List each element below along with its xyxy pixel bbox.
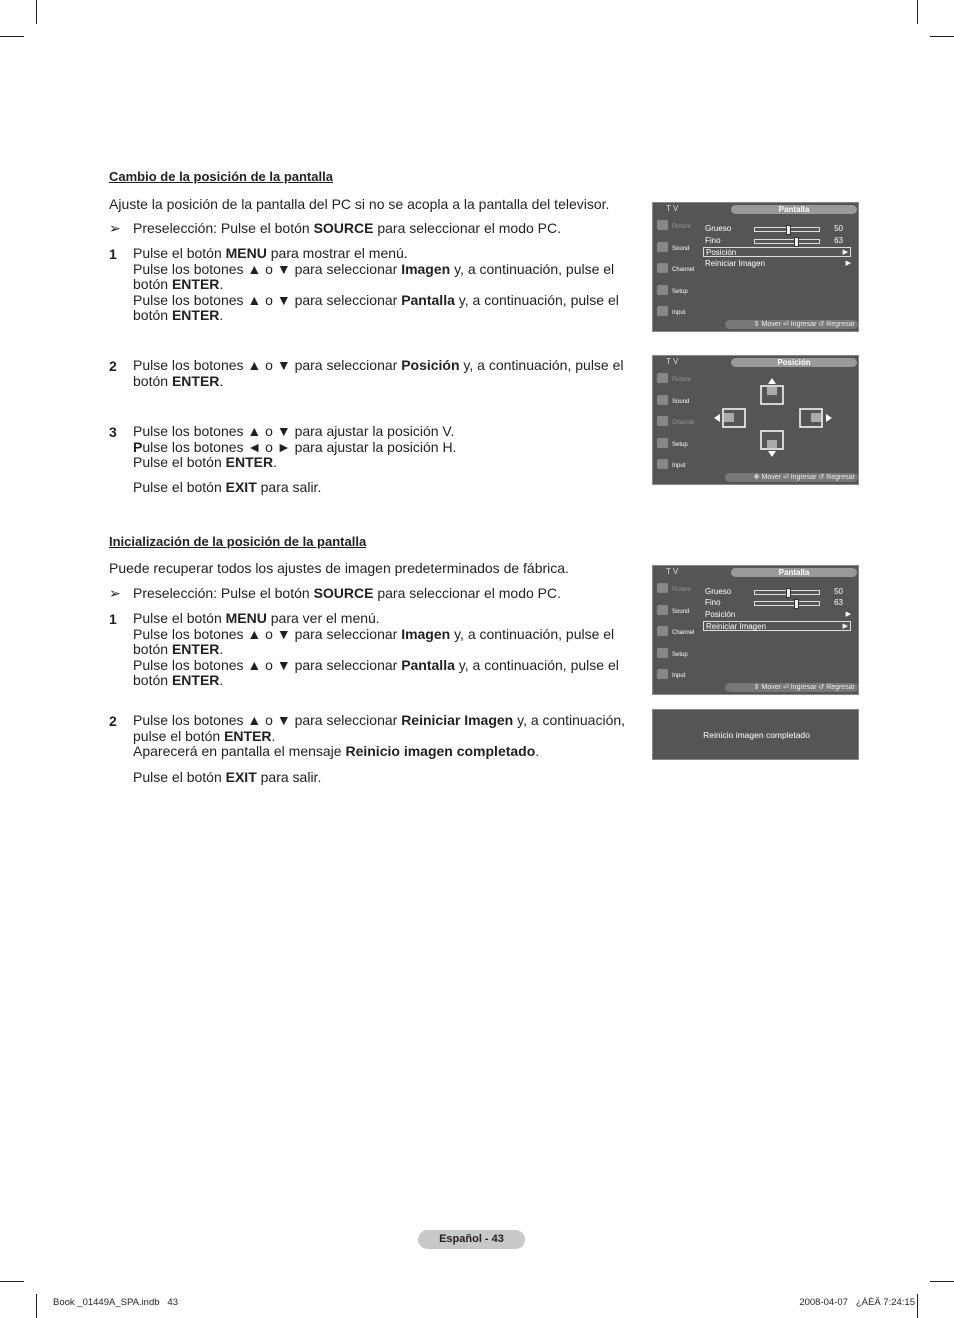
text: para seleccionar el modo PC. bbox=[373, 220, 562, 236]
line: Pulse el botón EXIT para salir. bbox=[133, 768, 322, 785]
line: Pulse los botones ▲ o ▼ para seleccionar Pantalla y, a continuación, pulse el bbox=[133, 656, 619, 673]
arrow-right-icon: ▶ bbox=[842, 623, 848, 630]
line: Pulse los botones ▲ o ▼ para seleccionar Imagen y, a continuación, pulse el bbox=[133, 625, 615, 642]
slider-knob[interactable] bbox=[786, 225, 791, 235]
crop-mark bbox=[0, 36, 24, 37]
crop-mark bbox=[917, 1294, 918, 1318]
sidebar-item-sound[interactable]: Sound bbox=[653, 602, 695, 624]
arrow-left-icon bbox=[714, 414, 720, 422]
sidebar-item-setup[interactable]: Setup bbox=[653, 282, 695, 304]
fino-slider[interactable] bbox=[754, 601, 820, 606]
line: Pulse los botones ▲ o ▼ para seleccionar Imagen y, a continuación, pulse el bbox=[133, 260, 615, 277]
return-icon: ↺ bbox=[818, 474, 825, 481]
line: Pulse el botón EXIT para salir. bbox=[133, 478, 322, 495]
line: Pulse los botones ▲ o ▼ para seleccionar Pantalla y, a continuación, pulse el bbox=[133, 291, 619, 308]
setup-icon bbox=[657, 285, 668, 295]
enter-icon: ⏎ bbox=[782, 684, 789, 691]
return-icon: ↺ bbox=[818, 684, 825, 691]
section-intro: Ajuste la posición de la pantalla del PC si no se acopla a la pantalla del televisor. bbox=[109, 196, 610, 212]
updown-icon: ⇕ bbox=[753, 684, 760, 691]
menu-item-grueso[interactable]: Grueso 50 bbox=[705, 224, 843, 233]
arrow-down-icon bbox=[768, 451, 776, 457]
grueso-slider[interactable] bbox=[754, 227, 820, 232]
osd-posicion-screen bbox=[652, 355, 859, 485]
arrow-right-icon: ▶ bbox=[845, 611, 851, 618]
return-icon: ↺ bbox=[818, 321, 825, 328]
sidebar-item-channel[interactable]: Channel bbox=[653, 260, 695, 282]
line: botón ENTER. bbox=[133, 372, 224, 389]
step-number: 1 bbox=[109, 246, 117, 262]
preselection-arrow-icon: ➢ bbox=[109, 220, 121, 236]
line: botón ENTER. bbox=[133, 641, 224, 657]
menu-item-fino[interactable]: Fino 63 bbox=[705, 236, 843, 245]
move-icon: ✥ bbox=[753, 474, 760, 481]
arrow-right-icon: ▶ bbox=[845, 260, 851, 267]
sidebar-item-channel[interactable]: Channel bbox=[653, 623, 695, 645]
enter-icon: ⏎ bbox=[782, 474, 789, 481]
step-2-text bbox=[133, 358, 633, 389]
print-timestamp: 2008-04-07 ¿ÀÈÄ 7:24:15 bbox=[799, 1297, 915, 1308]
line: Pulse los botones ▲ o ▼ para seleccionar Reiniciar Imagen y, a continuación, bbox=[133, 712, 626, 728]
tv-label: T V bbox=[666, 357, 679, 366]
arrow-right-icon: ▶ bbox=[842, 249, 848, 256]
preselection-arrow-icon: ➢ bbox=[109, 585, 121, 601]
osd-message-screen bbox=[652, 709, 859, 760]
channel-icon bbox=[657, 263, 668, 273]
preselection-note: Preselección: Pulse el botón SOURCE para seleccionar el modo PC. bbox=[133, 585, 562, 601]
line: Pulse el botón MENU para mostrar el menú. bbox=[133, 245, 408, 261]
grueso-slider[interactable] bbox=[754, 590, 820, 595]
crop-mark bbox=[36, 1294, 37, 1318]
menu-item-posicion[interactable]: Posición ▶ bbox=[703, 247, 851, 257]
step-1-text bbox=[133, 246, 633, 324]
crop-mark bbox=[917, 0, 918, 24]
sidebar-item-picture[interactable]: Picture bbox=[653, 370, 695, 392]
arrow-up-icon bbox=[768, 378, 776, 384]
step-3-text bbox=[133, 424, 633, 495]
section-title: Inicialización de la posición de la pantalla bbox=[109, 534, 367, 549]
osd-sidebar bbox=[653, 217, 695, 325]
preselection-note bbox=[133, 221, 561, 237]
sidebar-item-input[interactable]: Input bbox=[653, 666, 695, 688]
osd-pantalla-screen bbox=[652, 202, 859, 332]
channel-icon bbox=[657, 626, 668, 636]
picture-icon bbox=[657, 583, 668, 593]
menu-item-posicion[interactable]: Posición ▶ bbox=[705, 610, 851, 619]
line: botón ENTER. bbox=[133, 276, 224, 292]
step-2-text bbox=[133, 713, 633, 785]
picture-icon bbox=[657, 220, 668, 230]
sidebar-item-picture[interactable]: Picture bbox=[653, 580, 695, 602]
step-number: 2 bbox=[109, 358, 117, 374]
line: botón ENTER. bbox=[133, 672, 224, 688]
arrow-right-icon bbox=[826, 414, 832, 422]
message-text: Reinicio imagen completado bbox=[703, 730, 810, 740]
setup-icon bbox=[657, 648, 668, 658]
step-number: 3 bbox=[109, 424, 117, 440]
slider-knob[interactable] bbox=[794, 237, 799, 247]
tv-label: T V bbox=[666, 567, 679, 576]
input-icon bbox=[657, 306, 668, 316]
step-number: 2 bbox=[109, 713, 117, 729]
enter-icon: ⏎ bbox=[782, 321, 789, 328]
sidebar-item-sound[interactable]: Sound bbox=[653, 392, 695, 414]
osd-sidebar bbox=[653, 580, 695, 688]
page-number-badge: Español - 43 bbox=[418, 1230, 525, 1249]
input-icon bbox=[657, 669, 668, 679]
slider-knob[interactable] bbox=[786, 588, 791, 598]
crop-mark bbox=[930, 36, 954, 37]
keyword: SOURCE bbox=[313, 220, 374, 236]
menu-item-fino[interactable]: Fino 63 bbox=[705, 598, 843, 607]
crop-mark bbox=[930, 1281, 954, 1282]
osd-pantalla-reset-screen bbox=[652, 565, 859, 695]
step-1-text bbox=[133, 611, 633, 689]
sidebar-item-input[interactable]: Input bbox=[653, 303, 695, 325]
sidebar-item-picture[interactable]: Picture bbox=[653, 217, 695, 239]
sound-icon bbox=[657, 605, 668, 615]
osd-footer: ⇕ Mover ⏎ Ingresar ↺ Regresar bbox=[725, 320, 858, 329]
step-number: 1 bbox=[109, 611, 117, 627]
sidebar-item-input[interactable]: Input bbox=[653, 456, 695, 478]
osd-title: Posición bbox=[731, 358, 857, 367]
updown-icon: ⇕ bbox=[753, 321, 760, 328]
fino-slider[interactable] bbox=[754, 239, 820, 244]
line: Pulse los botones ◄ o ► para ajustar la posición H. bbox=[133, 438, 457, 455]
line: Pulse los botones ▲ o ▼ para ajustar la posición V. bbox=[133, 423, 455, 439]
menu-item-grueso[interactable]: Grueso 50 bbox=[705, 587, 843, 596]
sidebar-item-sound[interactable]: Sound bbox=[653, 239, 695, 261]
line: Pulse los botones ▲ o ▼ para seleccionar Posición y, a continuación, pulse el bbox=[133, 357, 624, 373]
crop-mark bbox=[0, 1281, 24, 1282]
line: botón ENTER. bbox=[133, 307, 224, 323]
menu-item-reiniciar[interactable]: Reiniciar Imagen ▶ bbox=[703, 621, 851, 631]
line: pulse el botón ENTER. bbox=[133, 727, 276, 744]
file-info: Book _01449A_SPA.indb 43 bbox=[53, 1297, 179, 1308]
osd-footer: ✥ Mover ⏎ Ingresar ↺ Regresar bbox=[725, 473, 858, 482]
osd-footer: ⇕ Mover ⏎ Ingresar ↺ Regresar bbox=[725, 683, 858, 692]
sidebar-item-setup[interactable]: Setup bbox=[653, 435, 695, 457]
slider-knob[interactable] bbox=[794, 599, 799, 609]
line: Pulse el botón ENTER. bbox=[133, 454, 277, 470]
text: Preselección: Pulse el botón bbox=[133, 220, 314, 236]
section-intro: Puede recuperar todos los ajustes de imagen predeterminados de fábrica. bbox=[109, 560, 569, 576]
sidebar-item-setup[interactable]: Setup bbox=[653, 645, 695, 667]
crop-mark bbox=[36, 0, 37, 24]
line: Pulse el botón MENU para ver el menú. bbox=[133, 610, 380, 626]
line: Aparecerá en pantalla el mensaje Reinicio imagen completado. bbox=[133, 743, 540, 759]
section-title: Cambio de la posición de la pantalla bbox=[109, 169, 333, 184]
sidebar-item-channel[interactable]: Channel bbox=[653, 413, 695, 435]
sound-icon bbox=[657, 242, 668, 252]
tv-label: T V bbox=[666, 204, 679, 213]
osd-title: Pantalla bbox=[731, 568, 857, 577]
position-adjust-diagram bbox=[653, 370, 860, 470]
osd-title: Pantalla bbox=[731, 205, 857, 214]
menu-item-reiniciar[interactable]: Reiniciar Imagen ▶ bbox=[705, 259, 851, 268]
